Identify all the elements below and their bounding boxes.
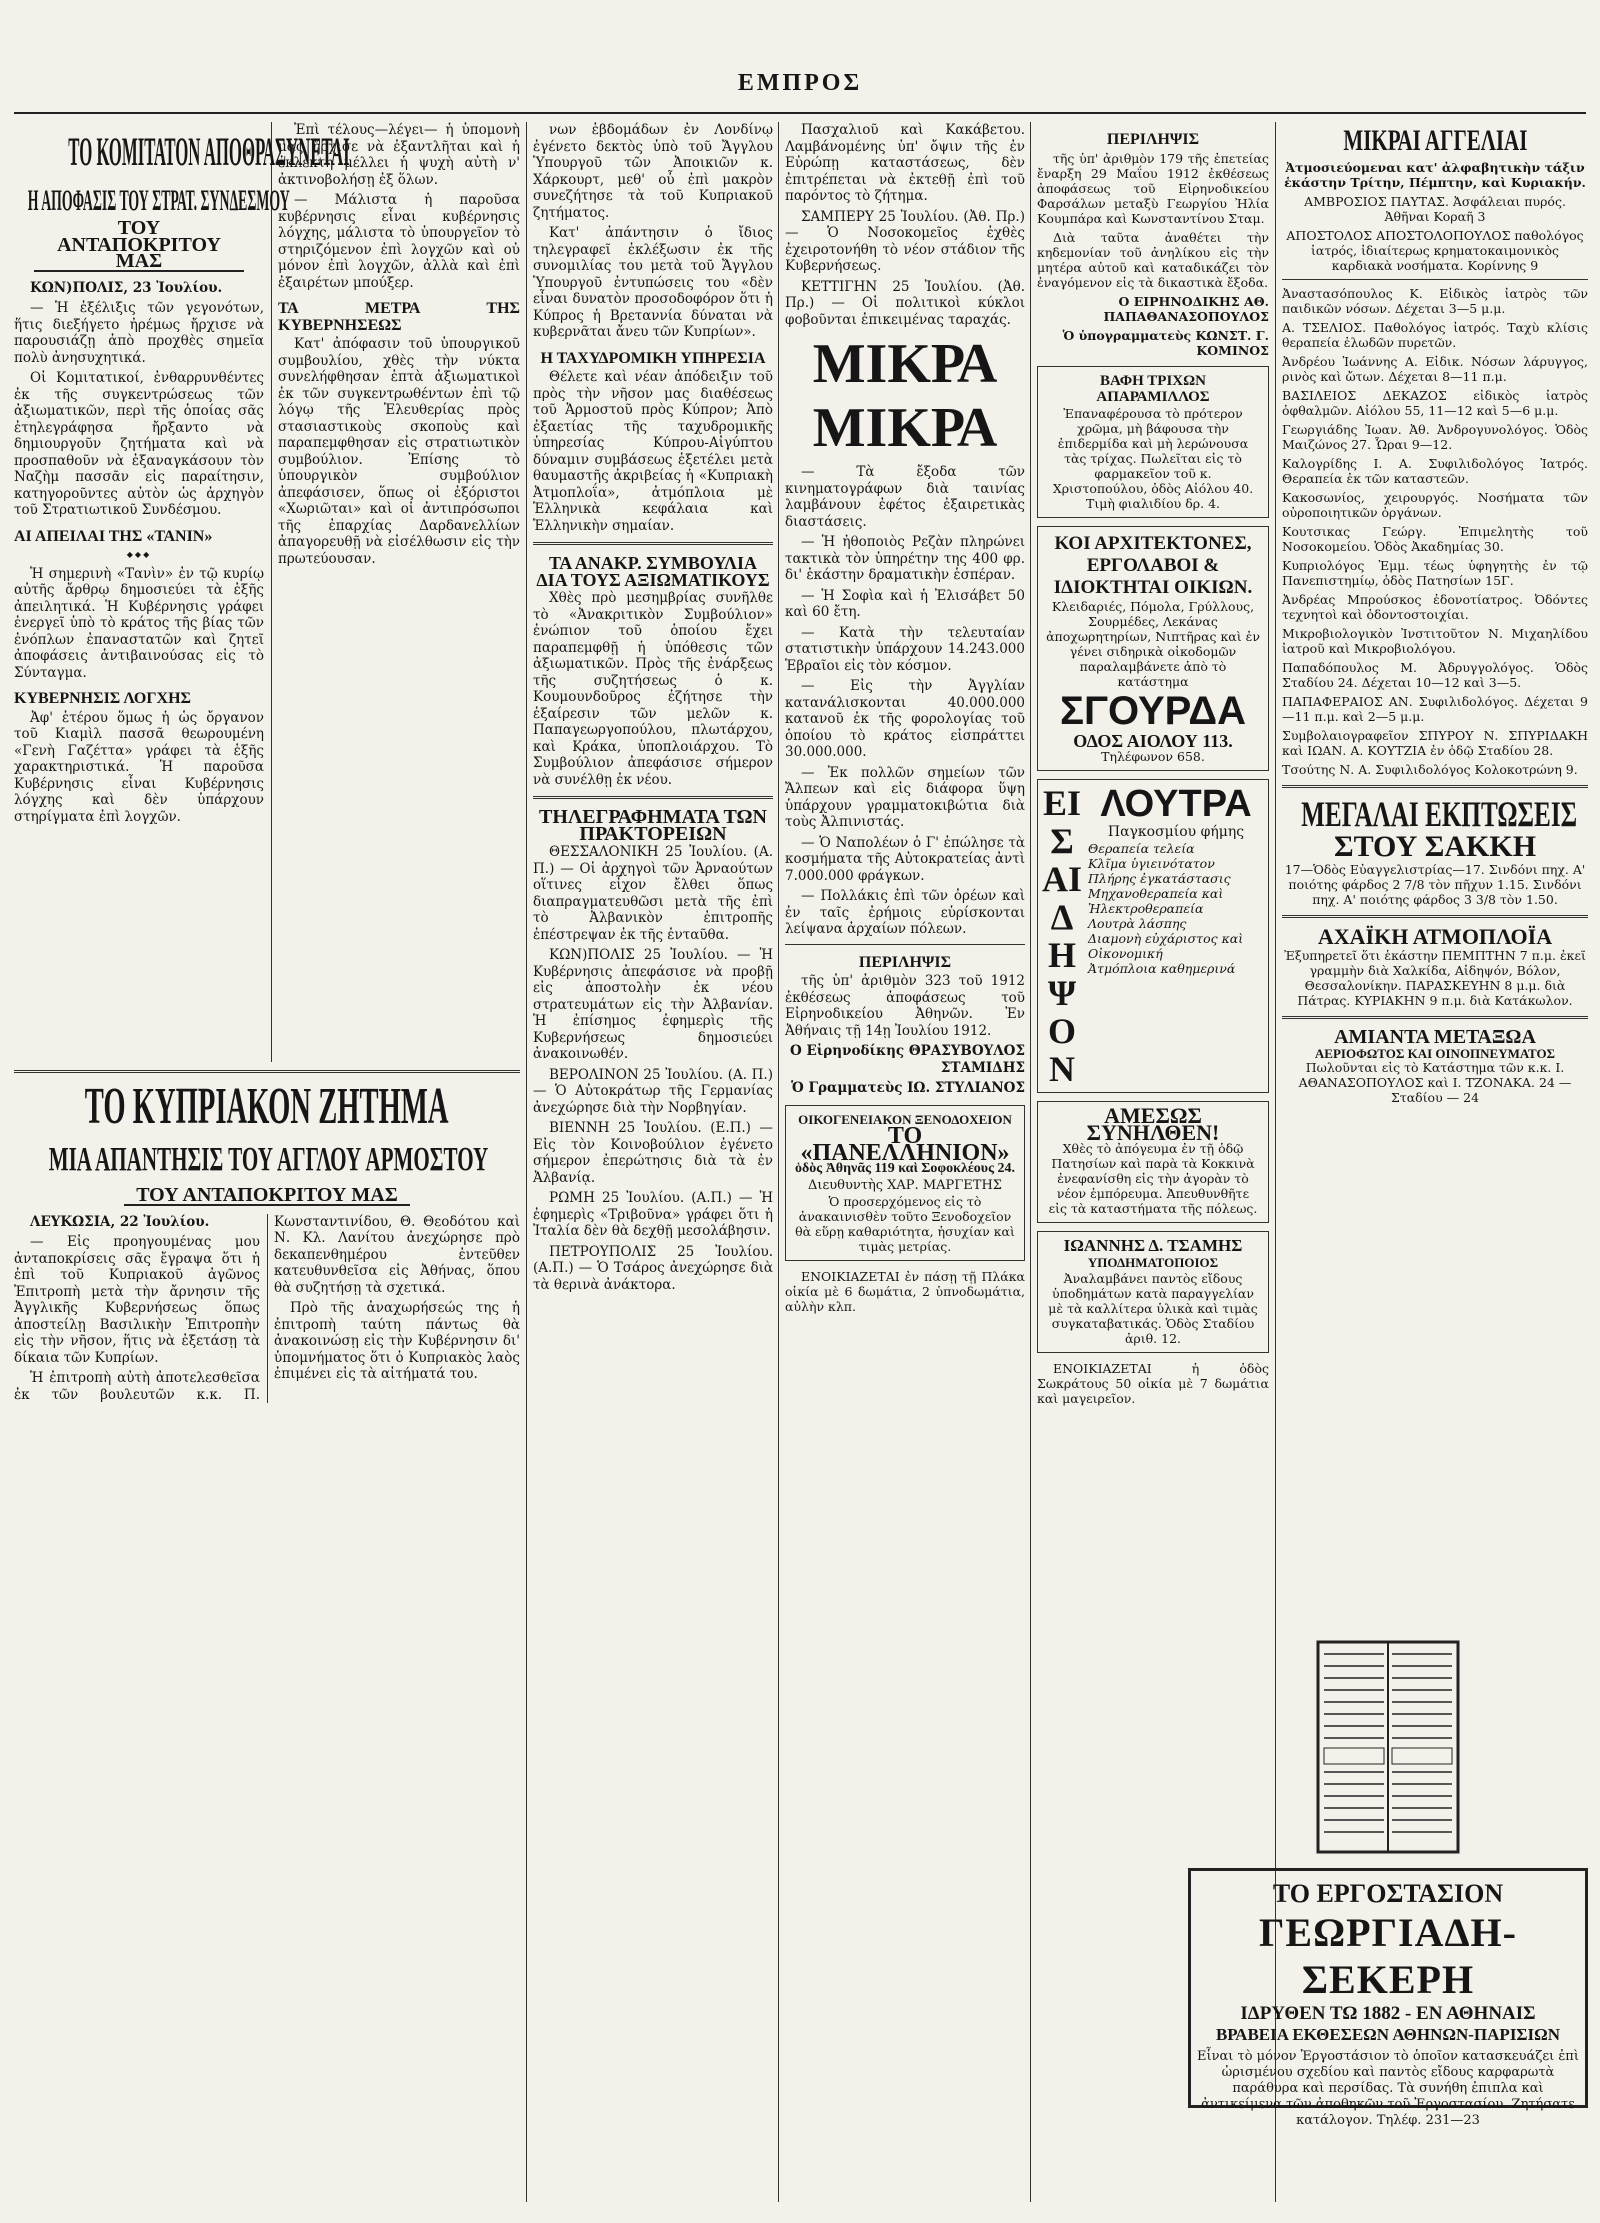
classified-item: Τσούτης Ν. Α. Συφιλιδολόγος Κολοκοτρώνη 9. (1282, 762, 1578, 777)
newspaper-title: ΕΜΠΡΟΣ (737, 70, 863, 96)
article-paragraph: Ἀφ' ἑτέρου ὅμως ἡ ὡς ὄργανον τοῦ Κιαμὶλ πασσᾶ θεωρουμένη «Γενὴ Γαζέττα» γράφει τὰ ἑξῆς χαρακτηριστικά. Ἡ παροῦσα Κυβέρνησις εἶναι Κυβέρνησις λόγχης καὶ δὲν ὑπάρχουν στηρίγματα ἐπὶ λογχῶν. (14, 709, 264, 825)
short-item: — Τὰ ἔξοδα τῶν κινηματογράφων διὰ ταινίας λαμβάνουν ἐφέτος ἐξαιρετικὰς διαστάσεις. (785, 464, 1025, 530)
classified-item: ΠΑΠΑΦΕΡΑΙΟΣ ΑΝ. Συφιλιδολόγος. Δέχεται 9—11 π.μ. καὶ 2—5 μ.μ. (1282, 694, 1588, 724)
classified-item: Ἀναστασόπουλος Κ. Εἰδικὸς ἰατρὸς τῶν παιδικῶν νόσων. Δέχεται 3—5 μ.μ. (1282, 286, 1588, 316)
classified-item: Παπαδόπουλος Μ. Ἀδρυγγολόγος. Ὁδὸς Σταδίου 24. Δέχεται 10—12 καὶ 3—5. (1282, 660, 1588, 690)
classified-item: Γεωργιάδης Ἰωαν. Ἀθ. Ἀνδρογυνολόγος. Ὁδὸς Μαιζώνος 27. Ὧραι 9—12. (1282, 422, 1588, 452)
divider (14, 1070, 520, 1073)
short-item: — Πολλάκις ἐπὶ τῶν ὀρέων καὶ ἐν ταῖς ἐρήμοις εὑρίσκονται λείψανα ἀρχαίων πόλεων. (785, 888, 1025, 937)
article-paragraph: Ἡ σημερινὴ «Τανὶν» ἐν τῷ κυρίῳ αὐτῆς ἄρθρῳ δημοσιεύει τὰ ἑξῆς ἀπειλητικά. Ἡ Κυβέρνησις γράφει ἐνεργεῖ ὑπὸ τὸ κράτος τῆς βίας τῶν ἐνόπλων ἐπαναστατῶν καὶ ζητεῖ ἀποφάσεις ἀντιβαινούσας εἰς τὸ Σύνταγμα. (14, 565, 264, 681)
factory-ad (1188, 1868, 1588, 2128)
baths-ad-line: Ἀτμόπλοια καθημερινά (1088, 960, 1236, 976)
article-paragraph: — Μάλιστα ἡ παροῦσα κυβέρνησις εἶναι κυβέρνησις λόγχης, μάλιστα τὸ ὑπουργεῖον τὸ στηριζόμενον ἐπὶ λογχῶν καὶ οὐ μόνον ἐπὶ λογχῶν, ἀλλὰ καὶ ἐπὶ ἐξαιρέτων μπούξερ. (278, 192, 520, 291)
classified-item: Καλογρίδης Ι. Α. Συφιλιδολόγος Ἰατρός. Θεραπεία ἐκ τῶν καταστεῶν. (1282, 456, 1588, 486)
article-subheadline: ΜΙΑ ΑΠΑΝΤΗΣΙΣ ΤΟΥ ΑΓΓΛΟΥ ΑΡΜΟΣΤΟΥ (48, 1141, 489, 1178)
short-item: — Ἡ ἠθοποιὸς Ρεζὰν πληρώνει τακτικὰ τὸν ὑπηρέτην της 400 φρ. δι' ἑκάστην δραματικὴν ἑσπέραν. (785, 534, 1025, 583)
factory-ad-line: ΙΔΡΥΘΕΝ ΤΩ 1882 - ΕΝ ΑΘΗΝΑΙΣ (1240, 2003, 1536, 2024)
divider (1282, 279, 1588, 280)
factory-ad-line: ΒΡΑΒΕΙΑ ΕΚΘΕΣΕΩΝ ΑΘΗΝΩΝ-ΠΑΡΙΣΙΩΝ (1215, 2025, 1561, 2044)
baths-ad-line: Πλήρης ἐγκατάστασις (1088, 870, 1231, 886)
discount-ad-subtitle: ΣΤΟΥ ΣΑΚΚΗ (1333, 830, 1537, 863)
column-6 (1282, 122, 1588, 1622)
divider (1282, 785, 1588, 788)
article-headline: ΤΟ ΚΟΜΙΤΑΤΟΝ ΑΠΟΘΡΑΣΥΝΕΤΑΙ (68, 129, 350, 174)
notice-text: τῆς ὑπ' ἀριθμὸν 179 τῆς ἐπετείας ἔναρξη 29 Μαΐου 1912 ἐκθέσεως ἀποφάσεως τοῦ Εἰρηνοδικείου Φαρσάλων μεταξὺ Γεωργίου Ἠλία Κουμπάρα καὶ Κωνσταντίνου Σταμ. (1037, 150, 1269, 226)
shoemaker-ad-text: Ἀναλαμβάνει παντὸς εἴδους ὑποδημάτων κατὰ παραγγελίαν μὲ τὰ καλλίτερα ὑλικὰ καὶ τιμὰς συγκαταβατικάς. Ὁδὸς Σταδίου ἀριθ. 12. (1048, 1271, 1258, 1346)
mikra-heading: ΜΙΚΡΑ (812, 397, 998, 459)
notice-heading: ΠΕΡΙΛΗΨΙΣ (858, 953, 952, 971)
article-paragraph: Κατ' ἀπόφασιν τοῦ ὑπουργικοῦ συμβουλίου, χθὲς τὴν νύκτα συνελήφθησαν ἑπτὰ ἀξιωματικοὶ ἐκ τῶν συγκεντρωθέντων ἐπὶ τῷ λόγῳ τῆς Ἑλευθερίας πρὸς στασιαστικοὺς σκοποὺς καὶ παραπεμφθησαν εἰς στρατιωτικὸν συμβούλιον. Ἐπίσης τὸ ὑπουργικὸν συμβούλιον ἀπεφάσισεν, ὅπως οἱ ἐξόριστοι «Χωριῶται» καὶ οἱ ἀντιπρόσωποι τῆς ἐπαρχίας Δαρδανελλίων ἀπαγορευθῇ νὰ εἰσέλθωσιν εἰς τὴν πρωτεύουσαν. (278, 336, 520, 567)
baths-ad-title: ΛΟΥΤΡΑ (1100, 783, 1252, 825)
hair-dye-ad-text: Ἐπαναφέρουσα τὸ πρότερον χρῶμα, μὴ βάφουσα τὴν ἐπιδερμίδα καὶ μὴ λερώνουσα τὰς τρίχας. Πωλεῖται εἰς τὸ φαρμακεῖον τοῦ κ. Χριστοπούλου, ὁδὸς Αἰόλου 40. Τιμὴ φιαλιδίου δρ. 4. (1052, 405, 1254, 511)
short-item: — Κατὰ τὴν τελευταίαν στατιστικὴν ὑπάρχουν 14.243.000 Ἑβραῖοι εἰς τὸν κόσμον. (785, 624, 1025, 674)
masthead (0, 70, 1600, 108)
cyprus-article (14, 1062, 520, 2202)
notice-signature: Ο ΕΙΡΗΝΟΔΙΚΗΣ ΑΘ. ΠΑΠΑΘΑΝΑΣΟΠΟΥΛΟΣ (1103, 293, 1269, 324)
classifieds-heading: ΜΙΚΡΑΙ ΑΓΓΕΛΙΑΙ (1343, 124, 1527, 157)
notice-text: τῆς ὑπ' ἀριθμὸν 323 τοῦ 1912 ἐκθέσεως ἀποφάσεως τοῦ Εἰρηνοδικείου Ἀθηνῶν. Ἐν Ἀθήναις τῇ 14ῃ Ἰουλίου 1912. (785, 973, 1025, 1039)
hardware-ad-title: ΚΟΙ ΑΡΧΙΤΕΚΤΟΝΕΣ, ΕΡΓΟΛΑΒΟΙ & ΙΔΙΟΚΤΗΤΑΙ ΟΙΚΙΩΝ. (1053, 532, 1253, 598)
telegram-item: ΠΕΤΡΟΥΠΟΛΙΣ 25 Ἰουλίου. (Α.Π.) — Ὁ Τσάρος ἀνεχώρησε διὰ τὰ θερινὰ ἀνάκτορα. (533, 1243, 773, 1293)
column-divider (1030, 122, 1031, 2202)
notice-text: Διὰ ταῦτα ἀναθέτει τὴν κηδεμονίαν τοῦ ἀνηλίκου εἰς τὴν μητέρα αὐτοῦ καὶ καταδικάζει τὸν ἐναγόμενον εἰς τὰ δικαστικὰ ἔξοδα. (1037, 229, 1269, 290)
hotel-ad-text: Ὁ προσερχόμενος εἰς τὸ ἀνακαινισθὲν τοῦτο Ξενοδοχεῖον θὰ εὕρῃ καθαριότητα, ἡσυχίαν καὶ τιμὰς μετρίας. (795, 1194, 1015, 1254)
factory-ad-line: ΤΟ ΕΡΓΟΣΤΑΣΙΟΝ (1272, 1879, 1504, 1908)
hotel-ad (785, 1105, 1025, 1262)
hardware-ad-text: Κλειδαριές, Πόμολα, Γρύλλους, Σουρμέδες, Λεκάνας ἀποχωρητηρίων, Νιπτῆρας καὶ ἐν γένει σιδηρικὰ οἰκοδομῶν παραλαμβάνετε ἀπὸ τὸ κατάστημα (1046, 598, 1260, 689)
classified-item: Κυπριολόγος Ἐμμ. τέως ὑφηγητὴς ἐν τῷ Πανεπιστημίῳ, ὁδὸς Πατησίων 15Γ. (1282, 558, 1588, 588)
article-subheadline: Η ΑΠΟΦΑΣΙΣ ΤΟΥ ΣΤΡΑΤ. ΣΥΝΔΕΣΜΟΥ (27, 184, 290, 217)
article-dateline: ΚΩΝ)ΠΟΛΙΣ, 23 Ἰουλίου. (30, 279, 223, 296)
baths-ad-line: Κλῖμα ὑγιεινότατον (1088, 855, 1215, 871)
article-paragraph: — Ἡ ἐξέλιξις τῶν γεγονότων, ἥτις διεξήγετο ἠρέμως ἤρχισε νὰ παρουσιάζῃ ἀπὸ προχθὲς σημεῖα πολὺ ἀνησυχητικά. (14, 300, 264, 366)
classified-item: Ἀνδρέας Μπρούσκος ἐδονοτίατρος. Ὀδόντες τεχνητοὶ καὶ ὀδοντοστοιχίαι. (1282, 592, 1588, 622)
divider (533, 796, 773, 799)
article-body (14, 1214, 520, 1404)
hotel-ad-manager: Διευθυντὴς ΧΑΡ. ΜΑΡΓΕΤΗΣ (808, 1177, 1002, 1193)
notice-signature: Ο Εἰρηνοδίκης ΘΡΑΣΥΒΟΥΛΟΣ ΣΤΑΜΙΔΗΣ (790, 1043, 1025, 1076)
hardware-ad-address: ΟΔΟΣ ΑΙΟΛΟΥ 113. (1073, 730, 1233, 751)
shutter-illustration (1188, 1632, 1588, 1862)
column-divider (526, 122, 527, 2202)
sale-ad (1037, 1101, 1269, 1223)
rent-notice: ΕΝΟΙΚΙΑΖΕΤΑΙ ἐν πάσῃ τῇ Πλάκα οἰκία μὲ 6 δωμάτια, 2 ὑπνοδωμάτια, αὐλὴν κλπ. (785, 1269, 1025, 1314)
mantles-ad-subtitle: ΑΕΡΙΟΦΩΤΟΣ ΚΑΙ ΟΙΝΟΠΝΕΥΜΑΤΟΣ (1314, 1046, 1556, 1061)
discount-ad-title: ΜΕΓΑΛΑΙ ΕΚΠΤΩΣΕΙΣ (1301, 794, 1578, 834)
ornament: ◆◆◆ (126, 550, 152, 559)
short-item: — Ἡ Σοφὶα καὶ ἡ Ἐλισάβετ 50 καὶ 60 ἔτη. (785, 587, 1025, 620)
baths-ad-line: Λουτρὰ λάσπης (1088, 915, 1187, 931)
short-item: — Ὁ Ναπολέων ὁ Γ' ἐπώλησε τὰ κοσμήματα τῆς Αὐτοκρατείας ἀντὶ 7.000.000 φράγκων. (785, 834, 1025, 884)
shoemaker-ad (1037, 1231, 1269, 1353)
article-paragraph: Ἐπὶ τέλους—λέγει— ἡ ὑπομονὴ μας ἤρχισε νὰ ἐξαντλῆται καὶ ἡ ἐκλέκτη μέλλει ἡ ψυχὴ αὐτὴ ν' ἀκτινοβολήσῃ ἐξ ὅλων. (278, 122, 520, 188)
baths-ad-line: Διαμονὴ εὐχάριστος καὶ Οἰκονομική (1088, 930, 1244, 961)
column-4 (785, 122, 1025, 2202)
article-paragraph: Χθὲς πρὸ μεσημβρίας συνῆλθε τὸ «Ἀνακριτικὸν Συμβούλιον» ἐνώπιον τοῦ ὁποίου ἔχει παραπεμφθῇ ἡ ὑπόθεσις τῶν ἀξιωματικῶν. Πρὸς τῆς ἐνάρξεως τῆς συζητήσεως ὁ κ. Κουμουνδοῦρος ἐζήτησε τὴν ἐξαίρεσιν τῶν μελῶν κ. Παπαγεωργοπούλου, πλωτάρχου, καὶ Κράκα, ὑποπλοιάρχου. Τὸ Συμβούλιον ἀπεφάσισε σήμερον νὰ συνέλθῃ ἐκ νέου. (533, 590, 773, 788)
article-dateline: ΛΕΥΚΩΣΙΑ, 22 Ἰουλίου. (30, 1213, 210, 1230)
baths-ad-subtitle: Παγκοσμίου φήμης (1107, 824, 1245, 840)
article-paragraph: — Εἰς προηγουμένας μου ἀνταποκρίσεις σᾶς ἔγραψα ὅτι ἡ ἐπὶ τοῦ Κυπριακοῦ ἀγῶνος Ἐπιτροπὴ μετὰ τὴν ἄρνησιν τῆς Ἀγγλικῆς Κυβερνήσεως ὅπως ἀποστείλῃ Βασιλικὴν Ἐπιτροπὴν εἰς τὴν νῆσον, ἥτις νὰ ἐξετάσῃ τὰ δίκαια τῶν Κυπρίων. (14, 1234, 260, 1366)
classified-item: Κουτσικας Γεώργ. Ἐπιμελητὴς τοῦ Νοσοκομείου. Ὁδὸς Ἀκαδημίας 30. (1282, 524, 1588, 554)
notice-signature: Ὁ Γραμματεὺς ΙΩ. ΣΤΥΛΙΑΝΟΣ (791, 1080, 1025, 1096)
mikra-heading: ΜΙΚΡΑ (812, 333, 998, 395)
baths-ad (1037, 779, 1269, 1093)
notice-heading: ΠΕΡΙΛΗΨΙΣ (1106, 131, 1200, 148)
hair-dye-ad-title: ΒΑΦΗ ΤΡΙΧΩΝ ΑΠΑΡΑΜΙΛΛΟΣ (1096, 372, 1210, 405)
divider (1282, 915, 1588, 918)
factory-ad-name: ΓΕΩΡΓΙΑΔΗ-ΣΕΚΕΡΗ (1258, 1910, 1517, 2002)
column-divider (778, 122, 779, 2202)
section-heading: ΚΥΒΕΡΝΗΣΙΣ ΛΟΓΧΗΣ (14, 690, 192, 707)
article-paragraph: νων ἑβδομάδων ἐν Λονδίνῳ ἐγένετο δεκτὸς ὑπὸ τοῦ Ἄγγλου Ὑπουργοῦ τῶν Ἀποικιῶν κ. Χάρκουρτ, μεθ' οὗ ἐπὶ μακρὸν συνεζήτησε τὰ τοῦ Κυπριακοῦ ζητήματος. (533, 122, 773, 221)
article-paragraph: ΚΕΤΤΙΓΗΝ 25 Ἰουλίου. (Ἀθ. Πρ.) — Οἱ πολιτικοὶ κύκλοι φοβοῦνται ἐπικειμένας ταραχάς. (785, 278, 1025, 328)
baths-ad-line: Θεραπεία τελεία (1088, 840, 1195, 856)
shipping-ad-title: ΑΧΑΪΚΗ ΑΤΜΟΠΛΟΪΑ (1317, 924, 1553, 949)
column-3 (533, 122, 773, 2202)
section-heading: ΤΑ ΑΝΑΚΡ. ΣΥΜΒΟΥΛΙΑ ΔΙΑ ΤΟΥΣ ΑΞΙΩΜΑΤΙΚΟΥΣ (536, 553, 770, 590)
mantles-ad-title: ΑΜΙΑΝΤΑ ΜΕΤΑΞΩΑ (1334, 1026, 1536, 1048)
telegram-item: ΒΙΕΝΝΗ 25 Ἰουλίου. (Ε.Π.) — Εἰς τὸν Κοινοβούλιον ἐγένετο σήμερον ἐπερώτησις διὰ τὰ ἐν Ἀλβανίᾳ. (533, 1120, 773, 1186)
classifieds-intro: Ἀτμοσιεύομεναι κατ' ἀλφαβητικὴν τάξιν ἑκάστην Τρίτην, Πέμπτην, καὶ Κυριακήν. (1284, 160, 1586, 190)
classified-item: ΑΠΟΣΤΟΛΟΣ ΑΠΟΣΤΟΛΟΠΟΥΛΟΣ παθολόγος ἰατρός, ἰδιαίτερως κρηματοκαιμονικὸς καρδιακὰ νοσήματα. Κορίννης 9 (1286, 228, 1584, 273)
shoemaker-ad-title: ΙΩΑΝΝΗΣ Δ. ΤΣΑΜΗΣ (1063, 1236, 1243, 1255)
article-paragraph: ΣΑΜΠΕΡΥ 25 Ἰουλίου. (Ἀθ. Πρ.) — Ὁ Νοσοκομεῖος ἐχθὲς ἐχειροτονήθη τὸ νέον στάδιον τῆς Κυβερνήσεως. (785, 208, 1025, 274)
article-paragraph: Πασχαλιοῦ καὶ Κακάβετου. Λαμβάνομένης ὑπ' ὄψιν τῆς ἐν Εὐρώπῃ καταστάσεως, δὲν ἐπιτρέπεται νὰ ἐκτεθῇ ἐπὶ τοῦ παρόντος τὸ ζήτημα. (785, 122, 1025, 204)
telegram-item: ΒΕΡΟΛΙΝΟΝ 25 Ἰουλίου. (Α. Π.) — Ὁ Αὐτοκράτωρ τῆς Γερμανίας ἀνεχώρησε διὰ τὴν Νορβηγίαν. (533, 1066, 773, 1116)
short-item: — Εἰς τὴν Ἀγγλίαν κατανάλισκονται 40.000.000 κατανοῦ ἐκ τῆς φορολογίας τοῦ ὁποίου τὸ κράτος εἰσπράττει 30.000.000. (785, 678, 1025, 760)
sale-ad-title: ΑΜΕΣΩΣ ΣΥΝΗΛΘΕΝ! (1086, 1103, 1220, 1145)
correspondent-line: ΤΟΥ ΑΝΤΑΠΟΚΡΙΤΟΥ ΜΑΣ (34, 220, 244, 272)
article-paragraph: Οἱ Κομιτατικοί, ἐνθαρρυνθέντες ἐκ τῆς συγκεντρώσεως τῶν ἀξιωματικῶν, περὶ τῆς ὁποίας σᾶς ἐτηλεγράφησα ἤρξαντο νὰ δημιουργοῦν ζητήματα καὶ νὰ προσπαθοῦν νὰ ἐξαναγκάσουν τὸν Ναζὴμ πασσᾶν εἰς παραίτησιν, κατηγοροῦντες αὐτὸν ὡς ἀρχηγὸν τοῦ Στρατιωτικοῦ Συνδέσμου. (14, 370, 264, 518)
divider (1282, 1016, 1588, 1019)
divider (533, 542, 773, 545)
hotel-ad-name: ΤΟ «ΠΑΝΕΛΛΗΝΙΟΝ» (800, 1123, 1010, 1166)
section-heading: ΑΙ ΑΠΕΙΛΑΙ ΤΗΣ «ΤΑΝΙΝ» (14, 527, 213, 545)
classified-item: Α. ΤΣΕΛΙΟΣ. Παθολόγος ἰατρός. Ταχὺ κλίσις θεραπεία ἐλωδῶν πυρετῶν. (1282, 320, 1588, 350)
classified-item: ΑΜΒΡΟΣΙΟΣ ΠΑΥΤΑΣ. Ἀσφάλειαι πυρός. Ἀθῆναι Κοραῆ 3 (1304, 194, 1566, 224)
article-paragraph: Θέλετε καὶ νέαν ἀπόδειξιν τοῦ πρὸς τὴν νῆσον μας διαθέσεως τοῦ Ἁρμοστοῦ πρὸς Κύπρον; Ἀπὸ ἐξαετίας τῆς ταχυδρομικῆς ὑπηρεσίας Κύπρου-Αἰγύπτου δύναμιν συμβάσεως ἐξετέλει μετὰ θαυμαστῆς ἀκριβείας ἡ «Κυπριακὴ Ἀτμοπλοΐα», ἀτμόπλοια μὲ Ἑλληνικὰ κεφάλαια καὶ Ἑλληνικὴν σημαίαν. (533, 369, 773, 534)
article-paragraph: Ἡ ἐπιτροπὴ αὐτὴ ἀποτελεσθεῖσα ἐκ τῶν βουλευτῶν κ.κ. Π. Κωνσταντινίδου, Θ. Θεοδότου καὶ Ν. Κλ. Λανίτου ἀνεχώρησε πρὸ δεκαπενθημέρου ἐντεῦθεν κατευθυνθεῖσα εἰς Ἀθήνας, ὅπου θὰ συζητήσῃ τὰ σχετικά. (14, 1213, 520, 1403)
telegram-item: ΘΕΣΣΑΛΟΝΙΚΗ 25 Ἰουλίου. (Α. Π.) — Οἱ ἀρχηγοὶ τῶν Ἀρναούτων οἵτινες εἶχον ἔλθει ὅπως διαπραγματευθῶσι μετὰ τῆς ἐπὶ τὸ Ἀλβανικὸν ἐπιτροπῆς ἐπέστρεψαν ἐκ τῆς ἐνταῦθα. (533, 844, 773, 943)
baths-ad-line: Μηχανοθεραπεία καὶ Ἠλεκτροθεραπεία (1088, 885, 1224, 916)
baths-ad-body (1082, 784, 1264, 1088)
mantles-ad-text: Πωλοῦνται εἰς τὸ Κατάστημα τῶν κ.κ. Ι. ΑΘΑΝΑΣΟΠΟΥΛΟΣ καὶ Ι. ΤΖΟΝΑΚΑ. 24 — Σταδίου — 24 (1298, 1060, 1572, 1105)
hotel-ad-title: ΟΙΚΟΓΕΝΕΙΑΚΟΝ ΞΕΝΟΔΟΧΕΙΟΝ (798, 1111, 1012, 1127)
correspondent-line: ΤΟΥ ΑΝΤΑΠΟΚΡΙΤΟΥ ΜΑΣ (124, 1187, 410, 1206)
baths-ad-location: ΕΙΣ ΑΙΔΗΨΟΝ (1042, 783, 1083, 1089)
hair-dye-ad (1037, 366, 1269, 518)
hardware-ad-phone: Τηλέφωνον 658. (1101, 749, 1205, 764)
classified-item: Ἀνδρέου Ἰωάννης Α. Εἰδικ. Νόσων λάρυγγος, ρινὸς καὶ ὤτων. Δέχεται 8—11 π.μ. (1282, 354, 1588, 384)
shutter-icon (1188, 1632, 1588, 1862)
article-headline: ΤΟ ΚΥΠΡΙΑΚΟΝ ΖΗΤΗΜΑ (85, 1078, 449, 1135)
telegram-item: ΚΩΝ)ΠΟΛΙΣ 25 Ἰουλίου. — Ἡ Κυβέρνησις ἀπεφάσισε νὰ προβῇ εἰς ἀποστολὴν ἐκ νέου στρατευμάτων εἰς τὴν Ἀλβανίαν. Ἡ ἐπίσημος ἐφημερὶς τῆς Κυβερνήσεως δημοσιεύει ἀνακοινωθέν. (533, 947, 773, 1062)
classified-item: Κακοσωνίος, χειρουργός. Νοσήματα τῶν οὐροποιητικῶν ὀργάνων. (1282, 490, 1588, 520)
article-paragraph: Πρὸ τῆς ἀναχωρήσεώς της ἡ ἐπιτροπὴ ταύτη πάντως θὰ ἀνακοινώσῃ εἰς τὴν Κυβέρνησιν δι' ὑπομνήματος ὅτι ὁ Κυπριακὸς λαὸς ἐπιμένει εἰς τὰ αἰτήματά του. (274, 1300, 520, 1382)
article-paragraph: Κατ' ἀπάντησιν ὁ ἴδιος τηλεγραφεῖ ἐκλέξωσιν ἐκ τῆς συνομιλίας του μετὰ τοῦ Ἄγγλου Ὑπουργοῦ ἐντυπώσεις του «δὲν εἶναι δυνατὸν προσοδοφόρον ὅτι ἡ Κύπρος ἡ Βρεταννία δύναται νὰ κυβερνᾶται ἄνευ τῶν Κυπρίων». (533, 225, 773, 340)
shipping-ad-text: Ἐξυπηρετεῖ ὅτι ἑκάστην ΠΕΜΠΤΗΝ 7 π.μ. ἐκεῖ γραμμὴν διὰ Χαλκίδα, Αἰδηψόν, Βόλον, Θεσσαλονίκην. ΠΑΡΑΣΚΕΥΗΝ 8 μ.μ. διὰ Πάτρας. ΚΥΡΙΑΚΗΝ 9 π.μ. διὰ Κατάκωλον. (1284, 948, 1586, 1008)
notice-signature: Ὁ ὑπογραμματεὺς ΚΩΝΣΤ. Γ. ΚΟΜΙΝΟΣ (1062, 327, 1269, 358)
masthead-rule (14, 112, 1586, 114)
sale-ad-text: Χθὲς τὸ ἀπόγευμα ἐν τῇ ὁδῷ Πατησίων καὶ παρὰ τὰ Κοκκινὰ ἐνεφανίσθη εἰς τὴν ἀγορὰν τὸ νέον ἐμπόρευμα. Ἀπευθυνθῆτε εἰς τὰ καταστήματα τῆς πόλεως. (1048, 1141, 1258, 1216)
hotel-ad-address: ὁδὸς Ἀθηνᾶς 119 καὶ Σοφοκλέους 24. (795, 1161, 1015, 1176)
section-heading: ΤΗΛΕΓΡΑΦΗΜΑΤΑ ΤΩΝ ΠΡΑΚΤΟΡΕΙΩΝ (539, 806, 767, 845)
shoemaker-ad-subtitle: ΥΠΟΔΗΜΑΤΟΠΟΙΟΣ (1087, 1254, 1219, 1270)
rent-notice: ΕΝΟΙΚΙΑΖΕΤΑΙ ἡ ὁδὸς Σωκράτους 50 οἰκία μὲ 7 δωμάτια καὶ μαγειρεῖον. (1037, 1361, 1269, 1406)
hardware-ad (1037, 526, 1269, 772)
short-item: — Ἐκ πολλῶν σημείων τῶν Ἄλπεων καὶ εἰς διάφορα ὕψη ὑπάρχουν γραμματοκιβώτια διὰ τοὺς Ἀλπινιστάς. (785, 764, 1025, 830)
section-heading: ΤΑ ΜΕΤΡΑ ΤΗΣ ΚΥΒΕΡΝΗΣΕΩΣ (278, 300, 520, 334)
section-heading: Η ΤΑΧΥΔΡΟΜΙΚΗ ΥΠΗΡΕΣΙΑ (540, 349, 766, 367)
telegram-item: ΡΩΜΗ 25 Ἰουλίου. (Α.Π.) — Ἡ ἐφημερὶς «Τριβοῦνα» γράφει ὅτι ἡ Ἰταλία δὲν θὰ δεχθῇ μεσολάβησιν. (533, 1190, 773, 1239)
classified-item: ΒΑΣΙΛΕΙΟΣ ΔΕΚΑΖΟΣ εἰδικὸς ἰατρὸς ὀφθαλμῶν. Αἰόλου 55, 11—12 καὶ 5—6 μ.μ. (1282, 388, 1588, 418)
discount-ad-text: 17—Ὁδὸς Εὐαγγελιστρίας—17. Σινδόνι πηχ. Α' ποιότης φάρδος 2 7/8 τὸν πῆχυν 1.15. Σινδόνι πηχ. Α' ποιότης φάρδος 3 3/8 τὸν 1.50. (1284, 862, 1586, 907)
classified-item: Συμβολαιογραφεῖον ΣΠΥΡΟΥ Ν. ΣΠΥΡΙΔΑΚΗ καὶ ΙΩΑΝ. Α. ΚΟΥΤΖΙΑ ἐν ὁδῷ Σταδίου 28. (1282, 728, 1588, 758)
hardware-ad-brand: ΣΓΟΥΡΔΑ (1059, 688, 1247, 733)
factory-ad-text: Εἶναι τὸ μόνον Ἐργοστάσιον τὸ ὁποῖον κατασκευάζει ἐπὶ ὡρισμένου σχεδίου καὶ παντὸς εἴδους καρφαρωτὰ παράθυρα καὶ περσίδας. Τὰ συνήθη ἐπιπλα καὶ ἀντικείμενα τῶν ἀποθηκῶν τοῦ Ἐργοστασίου. Ζητήσατε κατάλογον. Τηλέφ. 231—23 (1197, 2049, 1579, 2128)
divider (785, 944, 1025, 945)
classified-item: Μικροβιολογικὸν Ἰνστιτοῦτον Ν. Μιχαηλίδου ἰατροῦ καὶ Μικροβιολόγου. (1282, 626, 1588, 656)
